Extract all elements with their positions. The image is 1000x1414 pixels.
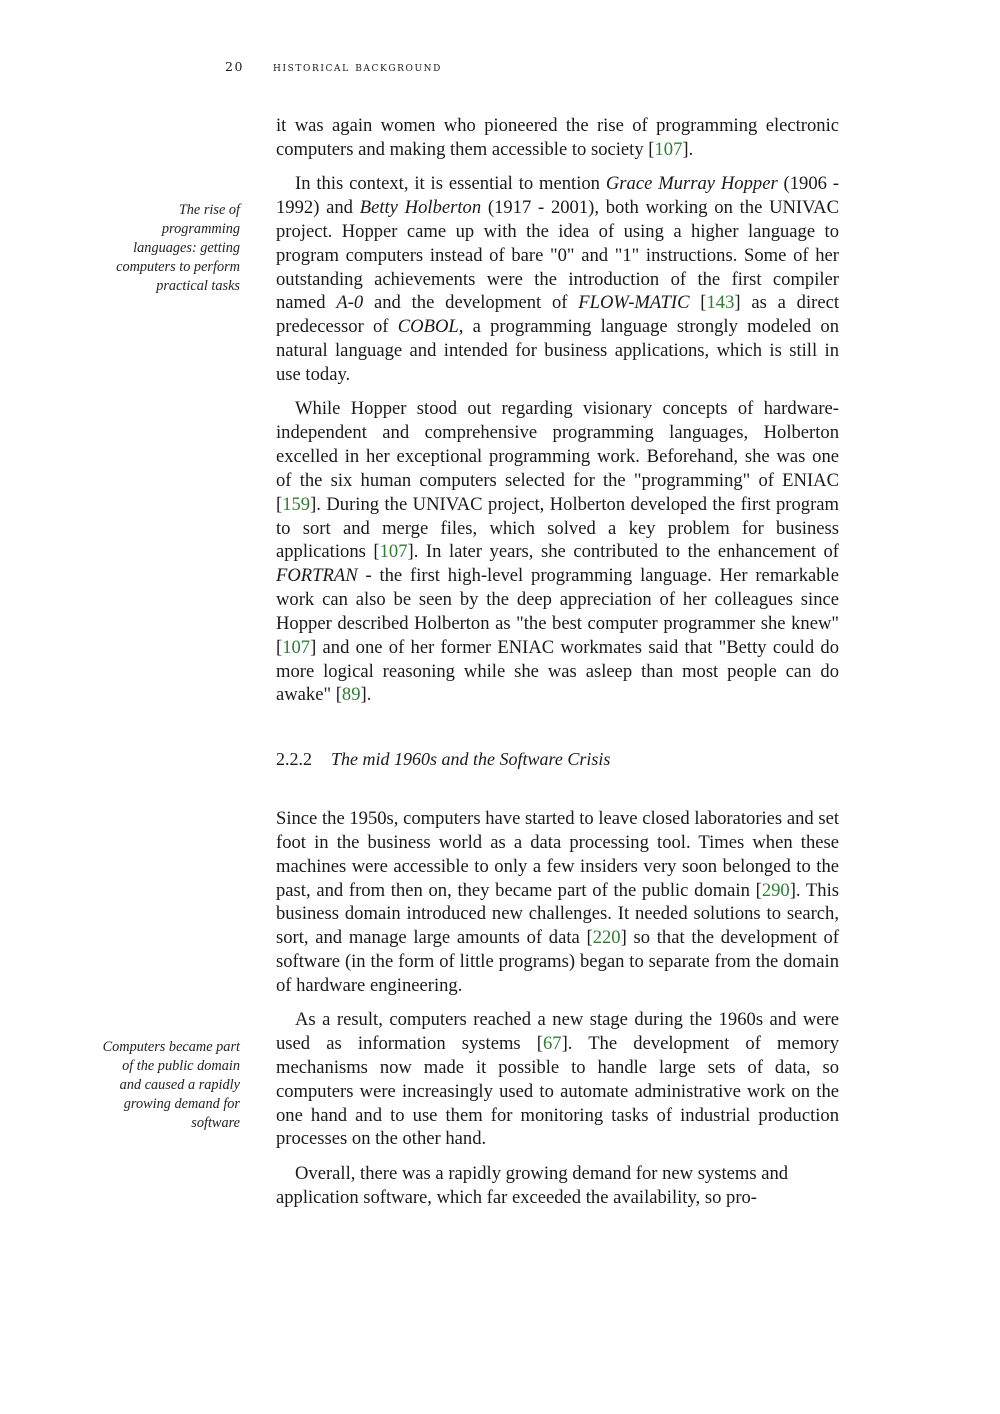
citation-link[interactable]: 107 <box>282 636 311 658</box>
paragraph-holberton-work: While Hopper stood out regarding visionary concepts of hardware-independent and comprehensive programming languages, Holberton excelled in her exceptional programming work. Beforehand, she was one of the six human computers selected for the "programming" of ENIAC [159]. During the UNIVAC project, Holberton developed the first program to sort and merge files, which solved a key problem for business applications [107]. In later years, she contributed to the enhancement of FORTRAN - the first high-level programming language. Her remarkable work can also be seen by the deep appreciation of her colleagues since Hopper described Holberton as "the best computer programmer she knew" [107] and one of her former ENIAC workmates said that "Betty could do more logical reasoning while she was asleep than most people can do awake" [89]. <box>276 398 839 706</box>
citation-link[interactable]: 67 <box>542 1033 562 1055</box>
citation-link[interactable]: 107 <box>379 541 408 563</box>
citation-link[interactable]: 159 <box>282 493 311 515</box>
paragraph-information-systems: As a result, computers reached a new stage during the 1960s and were used as information systems [67]. The development of memory mechanisms now made it possible to handle large sets of data, so computers were increasingly used to automate administrative work on the one hand and to use them for monitoring tasks of industrial production processes on the other hand. <box>276 1009 839 1150</box>
citation-link[interactable]: 107 <box>654 138 683 160</box>
running-title: historical background <box>273 59 442 74</box>
text-block-2 <box>276 807 839 1210</box>
running-header <box>225 59 625 74</box>
margin-note-programming-languages: The rise of programming languages: getting computers to perform practical tasks <box>116 202 240 295</box>
citation-link[interactable]: 143 <box>706 292 735 314</box>
paragraph-business-world: Since the 1950s, computers have started to leave closed laboratories and set foot in the business world as a data processing tool. Times when these machines were accessible to only a few insiders very soon belonged to the past, and from then on, they became part of the public domain [290]. This business domain introduced new challenges. It needed solutions to search, sort, and manage large amounts of data [220] so that the development of software (in the form of little programs) began to separate from the domain of hardware engineering. <box>276 808 839 996</box>
section-title: The mid 1960s and the Software Crisis <box>331 749 611 769</box>
citation-link[interactable]: 220 <box>592 927 621 949</box>
section-number: 2.2.2 <box>276 749 312 769</box>
page-number: 20 <box>225 59 245 74</box>
margin-note-public-domain: Computers became part of the public domain and caused a rapidly growing demand for software <box>102 1039 240 1132</box>
paragraph-growing-demand: Overall, there was a rapidly growing demand for new systems and application software, which far exceeded the availability, so pro- <box>276 1162 789 1208</box>
citation-link[interactable]: 290 <box>761 879 790 901</box>
paragraph-continuation: it was again women who pioneered the rise of programming electronic computers and making them accessible to society [107]. <box>276 115 839 160</box>
text-block-1 <box>276 114 839 707</box>
paragraph-hopper-holberton: In this context, it is essential to mention Grace Murray Hopper (1906 - 1992) and Betty Holberton (1917 - 2001), both working on the UNIVAC project. Hopper came up with the idea of using a higher language to program computers instead of bare "0" and "1" instructions. Some of her outstanding achievements were the introduction of the first compiler named A-0 and the development of FLOW-MATIC [143] as a direct predecessor of COBOL, a programming language strongly modeled on natural language and intended for business applications, which is still in use today. <box>276 173 839 385</box>
citation-link[interactable]: 89 <box>341 684 361 706</box>
section-heading <box>276 749 839 770</box>
